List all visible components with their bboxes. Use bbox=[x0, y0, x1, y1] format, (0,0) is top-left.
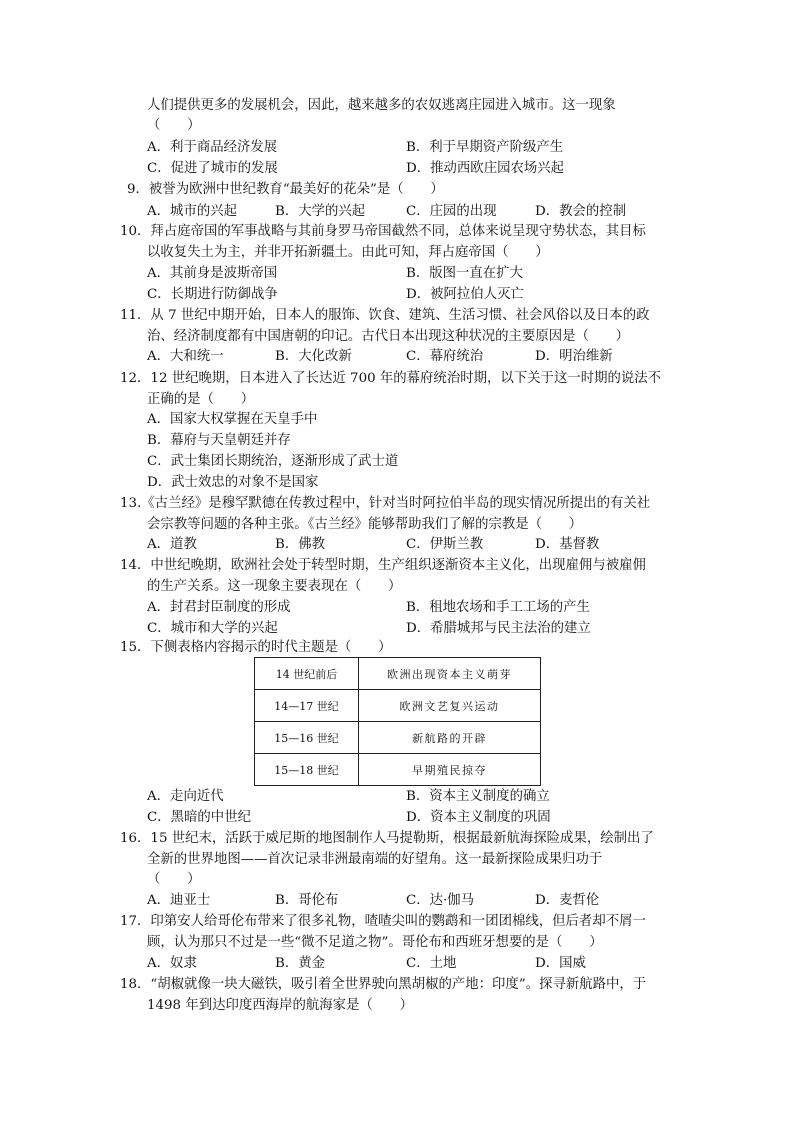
q13-stem-line-2: 会宗教等问题的各种主张。《古兰经》能够帮助我们了解的宗教是（ ） bbox=[147, 517, 583, 532]
q9-stem: 9．被誉为欧洲中世纪教育“最美好的花朵”是（ ） bbox=[127, 182, 444, 197]
table-cell-period: 14 世纪前后 bbox=[255, 658, 359, 690]
q8-option-b[interactable]: B．利于早期资产阶级产生 bbox=[406, 140, 564, 155]
q17-option-c[interactable]: C．土地 bbox=[406, 956, 457, 971]
q18-stem-line-1: 18．“胡椒就像一块大磁铁，吸引着全世界驶向黑胡椒的产地：印度”。探寻新航路中，于 bbox=[120, 977, 647, 992]
q17-stem-line-1: 17．印第安人给哥伦布带来了很多礼物，喳喳尖叫的鹦鹉和一团团棉线，但后者却不屑一 bbox=[120, 914, 646, 929]
q12-option-a[interactable]: A．国家大权掌握在天皇手中 bbox=[147, 412, 318, 427]
q16-stem-line-3: （ ） bbox=[147, 872, 201, 887]
table-cell-event: 新航路的开辟 bbox=[359, 722, 541, 754]
q13-option-b[interactable]: B．佛教 bbox=[275, 537, 326, 552]
q12-option-b[interactable]: B．幕府与天皇朝廷并存 bbox=[147, 433, 291, 448]
q9-option-b[interactable]: B．大学的兴起 bbox=[275, 204, 366, 219]
table-row bbox=[255, 754, 541, 786]
q11-option-d[interactable]: D．明治维新 bbox=[535, 349, 613, 364]
q11-option-c[interactable]: C．幕府统治 bbox=[406, 349, 484, 364]
q8-option-a[interactable]: A．利于商品经济发展 bbox=[147, 140, 278, 155]
q10-option-c[interactable]: C．长期进行防御战争 bbox=[147, 287, 278, 302]
q10-stem-line-2: 以收复失土为主，并非开拓新疆土。由此可知，拜占庭帝国（ ） bbox=[147, 245, 549, 260]
q8-stem-line-1: 人们提供更多的发展机会，因此，越来越多的农奴逃离庄园进入城市。这一现象 bbox=[147, 98, 616, 113]
q14-option-c[interactable]: C．城市和大学的兴起 bbox=[147, 621, 278, 636]
q15-stem: 15．下侧表格内容揭示的时代主题是（ ） bbox=[120, 640, 392, 655]
q9-option-d[interactable]: D．教会的控制 bbox=[535, 204, 627, 219]
q17-option-b[interactable]: B．黄金 bbox=[275, 956, 326, 971]
q11-option-b[interactable]: B．大化改新 bbox=[275, 349, 352, 364]
q16-stem-line-1: 16．15 世纪末，活跃于威尼斯的地图制作人马提勒斯，根据最新航海探险成果，绘制出了 bbox=[120, 831, 654, 846]
q15-era-table bbox=[254, 657, 541, 786]
q10-stem-line-1: 10．拜占庭帝国的军事战略与其前身罗马帝国截然不同，总体来说呈现守势状态，其目标 bbox=[120, 224, 646, 239]
table-row bbox=[255, 690, 541, 722]
q12-option-d[interactable]: D．武士效忠的对象不是国家 bbox=[147, 475, 319, 490]
q15-option-b[interactable]: B．资本主义制度的确立 bbox=[406, 789, 550, 804]
q16-option-a[interactable]: A．迪亚士 bbox=[147, 893, 211, 908]
q13-stem-line-1: 13.《古兰经》是穆罕默德在传教过程中，针对当时阿拉伯半岛的现实情况所提出的有关社 bbox=[120, 496, 651, 511]
table-cell-event: 欧洲文艺复兴运动 bbox=[359, 690, 541, 722]
q16-option-d[interactable]: D．麦哲伦 bbox=[535, 893, 600, 908]
q11-stem-line-2: 治、经济制度都有中国唐朝的印记。古代日本出现这种状况的主要原因是（ ） bbox=[147, 329, 630, 344]
q8-stem-line-2: （ ） bbox=[147, 118, 201, 133]
q13-option-c[interactable]: C．伊斯兰教 bbox=[406, 537, 484, 552]
q8-option-c[interactable]: C．促进了城市的发展 bbox=[147, 161, 278, 176]
q10-option-d[interactable]: D．被阿拉伯人灭亡 bbox=[406, 287, 524, 302]
table-cell-event: 早期殖民掠夺 bbox=[359, 754, 541, 786]
q11-option-a[interactable]: A．大和统一 bbox=[147, 349, 224, 364]
q14-option-a[interactable]: A．封君封臣制度的形成 bbox=[147, 600, 291, 615]
table-cell-period: 15—16 世纪 bbox=[255, 722, 359, 754]
q18-stem-line-2: 1498 年到达印度西海岸的航海家是（ ） bbox=[147, 998, 413, 1013]
q15-option-c[interactable]: C．黑暗的中世纪 bbox=[147, 810, 251, 825]
table-cell-period: 15—18 世纪 bbox=[255, 754, 359, 786]
q14-option-b[interactable]: B．租地农场和手工工场的产生 bbox=[406, 600, 590, 615]
q17-stem-line-2: 顾，认为那只不过是一些“微不足道之物”。哥伦布和西班牙想要的是（ ） bbox=[147, 935, 603, 950]
q8-option-d[interactable]: D．推动西欧庄园农场兴起 bbox=[406, 161, 565, 176]
q13-option-a[interactable]: A．道教 bbox=[147, 537, 197, 552]
q9-option-c[interactable]: C．庄园的出现 bbox=[406, 204, 497, 219]
table-cell-period: 14—17 世纪 bbox=[255, 690, 359, 722]
q16-option-c[interactable]: C．达·伽马 bbox=[406, 893, 475, 908]
q17-option-a[interactable]: A．奴隶 bbox=[147, 956, 197, 971]
q12-stem-line-2: 正确的是（ ） bbox=[147, 392, 255, 407]
q10-option-a[interactable]: A．其前身是波斯帝国 bbox=[147, 266, 278, 281]
q12-option-c[interactable]: C．武士集团长期统治，逐渐形成了武士道 bbox=[147, 454, 399, 469]
q16-option-b[interactable]: B．哥伦布 bbox=[275, 893, 339, 908]
q17-option-d[interactable]: D．国威 bbox=[535, 956, 586, 971]
q13-option-d[interactable]: D．基督教 bbox=[535, 537, 600, 552]
q10-option-b[interactable]: B．版图一直在扩大 bbox=[406, 266, 523, 281]
q14-stem-line-1: 14．中世纪晚期，欧洲社会处于转型时期，生产组织逐渐资本主义化，出现雇佣与被雇佣 bbox=[120, 558, 646, 573]
table-row bbox=[255, 658, 541, 690]
q16-stem-line-2: 全新的世界地图——首次记录非洲最南端的好望角。这一最新探险成果归功于 bbox=[147, 852, 603, 867]
q14-option-d[interactable]: D．希腊城邦与民主法治的建立 bbox=[406, 621, 591, 636]
table-row bbox=[255, 722, 541, 754]
q9-option-a[interactable]: A．城市的兴起 bbox=[147, 204, 238, 219]
q15-option-d[interactable]: D．资本主义制度的巩固 bbox=[406, 810, 551, 825]
q12-stem-line-1: 12．12 世纪晚期，日本进入了长达近 700 年的幕府统治时期，以下关于这一时期的说法不 bbox=[120, 371, 662, 386]
q15-option-a[interactable]: A．走向近代 bbox=[147, 789, 224, 804]
q14-stem-line-2: 的生产关系。这一现象主要表现在（ ） bbox=[147, 579, 402, 594]
q11-stem-line-1: 11．从 7 世纪中期开始，日本人的服饰、饮食、建筑、生活习惯、社会风俗以及日本的政 bbox=[120, 308, 650, 323]
table-cell-event: 欧洲出现资本主义萌芽 bbox=[359, 658, 541, 690]
